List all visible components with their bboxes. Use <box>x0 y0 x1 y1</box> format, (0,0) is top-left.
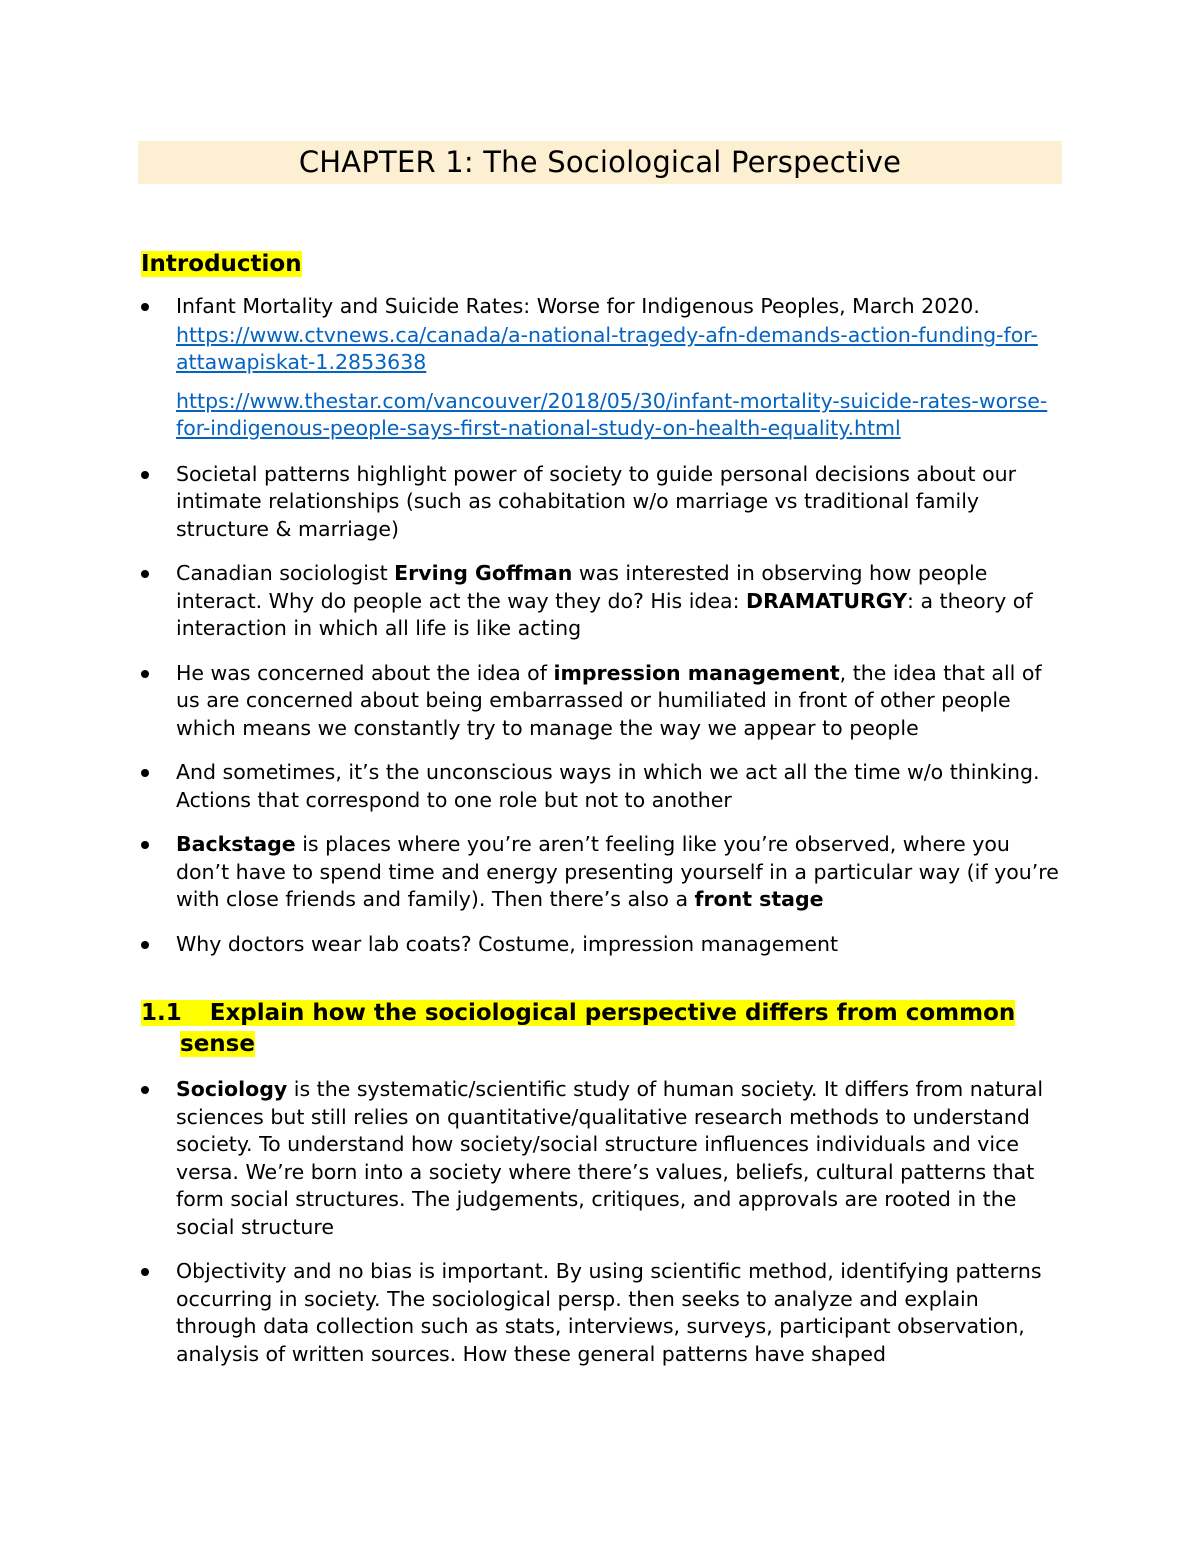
section-title-line1: Explain how the sociological perspective differs from common <box>209 1000 1016 1026</box>
chapter-title: CHAPTER 1: The Sociological Perspective <box>138 141 1062 184</box>
section-1-1-heading <box>141 998 1041 1060</box>
list-item: Backstage is places where you’re aren’t feeling like you’re observed, where you don’t have to spend time and energy presenting yourself in a particular way (if you’re with close friends and family). Then there’s also a front stage <box>141 831 1061 914</box>
item-text: Societal patterns highlight power of society to guide personal decisions about our intimate relationships (such as cohabitation w/o marriage vs traditional family structure & marriage) <box>176 461 1017 541</box>
introduction-heading-text: Introduction <box>141 251 302 277</box>
bold-term: impression management <box>553 660 840 685</box>
bullet-icon <box>141 303 149 311</box>
bullet-icon <box>141 1268 149 1276</box>
list-item: Sociology is the systematic/scientific study of human society. It differs from natural sciences but still relies on quantitative/qualitative research methods to understand society. To understand how society/social structure influences individuals and vice versa. We’re born into a society where there’s values, beliefs, cultural patterns that form social structures. The judgements, critiques, and approvals are rooted in the social structure <box>141 1076 1061 1241</box>
list-item <box>141 293 1061 443</box>
item-text: Infant Mortality and Suicide Rates: Worse for Indigenous Peoples, March 2020. <box>176 294 980 318</box>
list-item <box>141 461 1061 544</box>
list-item <box>141 1258 1061 1368</box>
thestar-link[interactable]: https://www.thestar.com/vancouver/2018/05/30/infant-mortality-suicide-rates-worse-for-indigenous-people-says-first-national-study-on-health-equality.html <box>176 388 1048 440</box>
list-item <box>141 931 1061 959</box>
bullet-icon <box>141 471 149 479</box>
bullet-icon <box>141 670 149 678</box>
introduction-list <box>141 293 1061 958</box>
bold-term: DRAMATURGY <box>746 588 908 613</box>
introduction-heading <box>141 249 302 279</box>
item-text: Objectivity and no bias is important. By using scientific method, identifying patterns occurring in society. The sociological persp. then seeks to analyze and explain through data collection such as stats, interviews, surveys, participant observation, analysis of written sources. How these general patterns have shaped <box>176 1259 1042 1366</box>
ctvnews-link[interactable]: https://www.ctvnews.ca/canada/a-national-tragedy-afn-demands-action-funding-for-attawapiskat-1.2853638 <box>176 322 1038 374</box>
bold-term: Sociology <box>176 1077 288 1101</box>
bullet-icon <box>141 1086 149 1094</box>
list-item: He was concerned about the idea of impression management, the idea that all of us are concerned about being embarrassed or humiliated in front of other people which means we constantly try to manage the way we appear to people <box>141 660 1061 743</box>
section-title-line2: sense <box>180 1031 255 1057</box>
bullet-icon <box>141 941 149 949</box>
bullet-icon <box>141 769 149 777</box>
list-item: Canadian sociologist Erving Goffman was interested in observing how people interact. Why do people act the way they do? His idea: DRAMATURGY: a theory of interaction in which all life is like acting <box>141 560 1061 643</box>
section-number: 1.1 <box>141 1000 182 1026</box>
item-text: Why doctors wear lab coats? Costume, impression management <box>176 931 838 956</box>
item-text: And sometimes, it’s the unconscious ways in which we act all the time w/o thinking. Actions that correspond to one role but not to another <box>176 760 1040 812</box>
bold-term: Backstage <box>176 832 296 856</box>
bold-term: front stage <box>694 887 824 911</box>
bullet-icon <box>141 841 149 849</box>
section-1-1-list <box>141 1076 1061 1368</box>
bullet-icon <box>141 570 149 578</box>
bold-term: Erving Goffman <box>394 561 573 585</box>
list-item <box>141 759 1061 814</box>
